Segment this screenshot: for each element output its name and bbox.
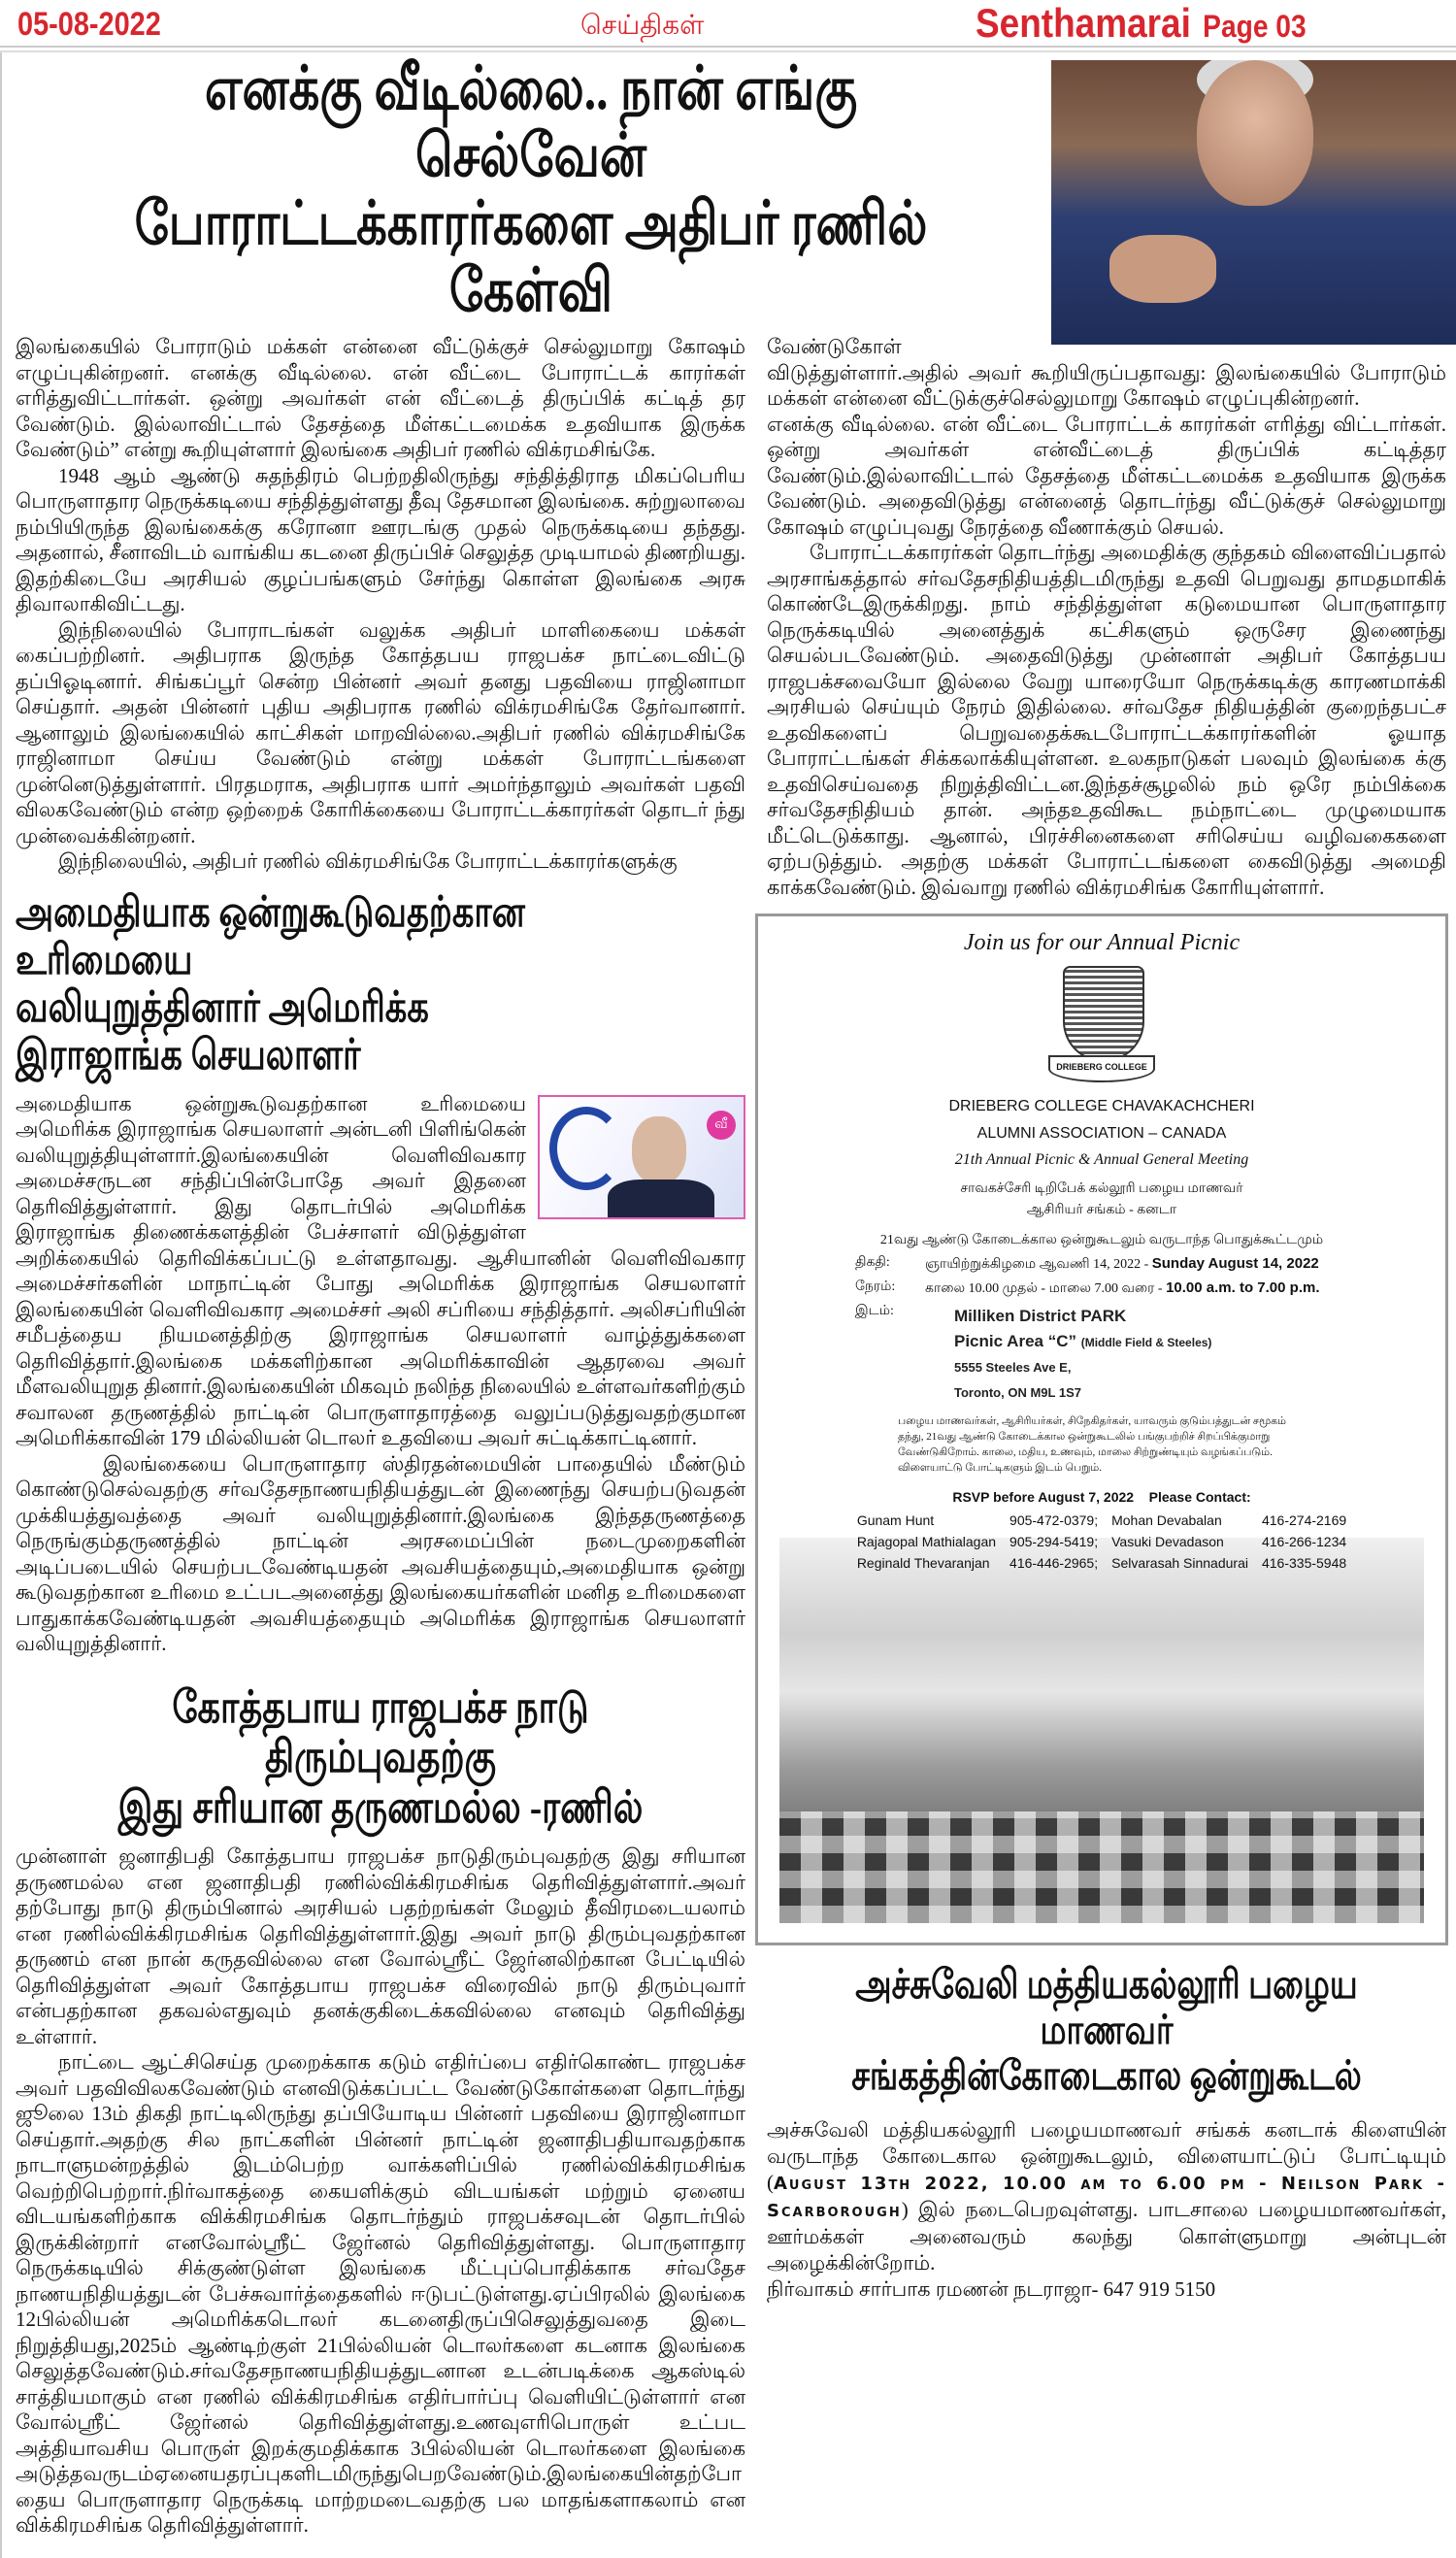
headline-line: அச்சுவேலி மத்தியகல்லூரி பழைய மாணவர் [855,1963,1358,2054]
left-column [16,334,745,2539]
event-date: திகதி: ஞாயிற்றுக்கிழமை ஆவணி 14, 2022 - Sunday August 14, 2022 [855,1255,1319,1272]
org-name-ta-2: ஆசிரியர் சங்கம் - கனடா [1026,1203,1177,1217]
contact-phone: 905-294-5419; [1009,1534,1099,1549]
contact-name: Reginald Thevaranjan [856,1555,990,1571]
article4-body [767,2117,1446,2303]
event-place [855,1304,1426,1406]
page-border-left [0,52,2,2558]
contact-phone: 416-446-2965; [1009,1555,1099,1571]
headline-line: எனக்கு வீடில்லை.. நான் எங்கு செல்வேன் [204,56,858,190]
contact-name: Rajagopal Mathialagan [856,1534,997,1549]
drieberg-college-crest [1063,966,1144,1062]
article1-right-column [767,334,1446,900]
event-venue: Milliken District PARK Picnic Area “C” (Middle Field & Steeles) 5555 Steeles Ave E, Toronto, ON M9L 1S7 [954,1307,1212,1400]
paragraph: நாட்டை ஆட்சிசெய்த முறைக்காக கடும் எதிர்ப்பை எதிர்கொண்ட ராஜபக்ச அவர் பதவிவிலகவேண்டும் எனவிடுக்கப்பட்ட வேண்டுகோள்களை தொடர்ந்து ஜூலை 13ம் திகதி நாட்டிலிருந்து தப்பியோடிய பின்னர் பதவியை இராஜினாமா செய்தார்.அதற்கு சில நாட்களின் பின்னர் நாட்டின் ஜனாதிபதியாவதற்காக நாடாளுமன்றத்தில் இடம்பெற்ற வாக்களிப்பில் ரணில்விக்கிரமசிங்க வெற்றிபெற்றார்.நிர்வாகத்தை கையளிக்கும் விடயங்கள் மற்றும் ஏனைய விடயங்களிற்காக விக்கிரமசிங்க தொடர்ந்தும் ராஜபக்சவுடன் தொடர்பில் இருக்கின்றார் எனவோல்ஸ்ரீட் ஜேர்னல் தெரிவித்துள்ளது. பொருளாதார நெருக்கடியில் சிக்குண்டுள்ள இலங்கை மீட்புப்பொதிக்காக சர்வதேச நாணயநிதியத்துடன் பேச்சுவார்த்தைகளில் ஈடுபட்டுள்ளது.ஏப்பிரலில் இலங்கை 12பில்லியன் அமெரிக்கடொலர் கடனைதிருப்பிசெலுத்துவதை இடை நிறுத்தியது,2025ம் ஆண்டிற்குள் 21பில்லியன் டொலர்களை கடனாக இலங்கை செலுத்தவேண்டும்.சர்வதேசநாணயநிதியத்துடனான உடன்படிக்கை ஆகஸ்டில் சாத்தியமாகும் என ரணில் விக்கிரமசிங்க எதிர்பார்ப்பு வெளியிட்டுள்ளார் என வோல்ஸ்ரீட் ஜேர்னல் தெரிவித்துள்ளது.உணவுஎரிபொருள் உட்பட அத்தியாவசிய பொருள் இறக்குமதிக்காக 3பில்லியன் டொலர்களை இலங்கை அடுத்தவருடம்ஏனையதரப்புகளிடமிருந்துபெறவேண்டும்.இலங்கையின்தற்போ தைய பொருளாதார நெருக்கடி மாற்றமடைவதற்கு பல மாதங்களாகலாம் என விக்கிரமசிங்க தெரிவித்துள்ளார். [16,2050,745,2538]
invite-text-ta: பழைய மாணவர்கள், ஆசிரியர்கள், சிநேகிதர்கள், யாவரும் குடும்பத்துடன் சமூகம் தந்து, 21வது ஆண்டு கோடைக்கால ஒன்றுகூடலில் பங்குபற்றிச் சிறப்பிக்குமாறு வேண்டுகிறோம். காலை, மதிய, உணவும், மாலை சிற்றுண்டியும் வழங்கப்படும். விளையாட்டு போட்டிகளும் இடம் பெறும். [898,1415,1287,1474]
article1-left-column [16,334,745,875]
article4-headline [767,1963,1446,2100]
paragraph: இலங்கையை பொருளாதார ஸ்திரதன்மையின் பாதையில் மீண்டும் கொண்டுசெல்வதற்கு சர்வதேசநாணயநிதியத்துடன் இணைந்து செயற்படுவதன் முக்கியத்துவத்தை அவர் வலியுறுத்தினார்.இலங்கை இந்ததருணத்தை நெருங்கும்தருணத்தில் நாட்டின் அரசமைப்பின் நடைமுறைகளின் அடிப்படையில் செயற்படவேண்டியதன் அவசியத்தையும்,அமைதியாக ஒன்று கூடுவதற்கான உரிமை உட்படஅனைத்து இலங்கையர்களின் மனித உரிமைகளை பாதுகாக்கவேண்டியதன் அவசியத்தையும் அமெரிக்க இராஜாங்க செயலாளர் வலியுறுத்தினார். [16,1451,745,1656]
event-title-en: 21th Annual Picnic & Annual General Meeting [954,1151,1249,1168]
org-name-ta: சாவகச்சேரி டிறிபேக் கல்லூரி பழைய மாணவர் [960,1181,1243,1196]
headline-line: கோத்தபாய ராஜபக்ச நாடு திரும்புவதற்கு [172,1681,589,1782]
article3-body [16,1844,745,2539]
org-name: DRIEBERG COLLEGE CHAVAKACHCHERI [948,1098,1255,1114]
headline-line: அமைதியாக ஒன்றுகூடுவதற்கான உரிமையை [16,887,525,983]
article2-headline [16,888,745,1080]
paragraph: இந்நிலையில், அதிபர் ரணில் விக்ரமசிங்கே போராட்டக்காரர்களுக்கு [58,849,678,873]
right-column [767,334,1446,2303]
headline-line: வலியுறுத்தினார் அமெரிக்க இராஜாங்க செயலாளர் [16,983,429,1080]
section-title: செய்திகள் [580,10,705,40]
paragraph: 1948 ஆம் ஆண்டு சுதந்திரம் பெற்றதிலிருந்து சந்தித்திராத மிகப்பெரிய பொருளாதார நெருக்கடியை சந்தித்துள்ளது தீவு தேசமான இலங்கை. சுற்றுலாவை நம்பியிருந்த இலங்கைக்கு கரோனா ஊரடங்கு முதல் நெருக்கடியை தந்தது. அதனால், சீனாவிடம் வாங்கிய கடனை திருப்பிச் செலுத்த முடியாமல் திணறியது. இதற்கிடையே அரசியல் குழப்பங்களும் சேர்ந்து கொள்ள இலங்கை அரசு திவாலாகிவிட்டது. [16,463,745,615]
headline-line: இது சரியான தருணமல்ல -ரணில் [117,1781,644,1832]
paragraph: இந்நிலையில் போராடங்கள் வலுக்க அதிபர் மாளிகையை மக்கள் கைப்பற்றினர். அதிபராக இருந்த கோத்தபய ராஜபக்ச நாட்டைவிட்டு தப்பிஓடினார். சிங்கப்பூர் சென்ற பின்னர் அவர் தனது பதவியை ராஜினாமா செய்தார். அதன் பின்னர் புதிய அதிபராக ரணில் விக்ரமசிங்கே தேர்வானார். ஆனாலும் இலங்கையில் காட்சிகள் மாறவில்லை.அதிபர் ரணில் விக்ரமசிங்கே ராஜினாமா செய்ய வேண்டும் என்று மக்கள் போராட்டங்களை முன்னெடுத்துள்ளார். பிரதமராக, அதிபராக யார் அமர்ந்தாலும் அவர்கள் பதவி விலகவேண்டும் என்ற ஒற்றைக் கோரிக்கையை போராட்டக்காரர்கள் தொடர் ந்து முன்வைக்கின்றனர். [16,617,746,847]
paragraph: இலங்கையில் போராடும் மக்கள் என்னை வீட்டுக்குச் செல்லுமாறு கோஷம் எழுப்புகின்றனர். எனக்கு வீடில்லை. என் வீட்டை போராட்டக் காரர்கள் எரித்துவிட்டார்கள். ஒன்று அவர்கள் என் வீட்டைத் திருப்பிக் கட்டித் தர வேண்டும். இல்லாவிட்டால் தேசத்தை மீள்கட்டமைக்க உதவியாக இருக்க வேண்டும்” என்று கூறியுள்ளார் இலங்கை அதிபர் ரணில் விக்ரமசிங்கே. [16,335,745,461]
event-title-ta: 21வது ஆண்டு கோடைக்கால ஒன்றுகூடலும் வருடாந்த பொதுக்கூட்டமும் [879,1233,1324,1247]
rsvp-text: RSVP before August 7, 2022 Please Contact: [952,1489,1251,1505]
article2-body [16,1091,745,1657]
picnic-advertisement [755,914,1448,1945]
article1-headline [16,56,1046,326]
contact-phone: 905-472-0379; [1009,1512,1099,1528]
contact-phone: 416-274-2169 [1261,1512,1347,1528]
paragraph: போராட்டக்காரர்கள் தொடர்ந்து அமைதிக்கு குந்தகம் விளைவிப்பதால் அரசாங்கத்தால் சர்வதேசநிதியத்திடமிருந்து உதவி பெறுவது தாமதமாகிக் கொண்டேஇருக்கிறது. நாம் சந்தித்துள்ள கடுமையான பொருளாதார நெருக்கடியில் அனைத்துக் கட்சிகளும் ஒருசேர இணைந்து செயல்படவேண்டும். அதைவிடுத்து முன்னாள் அதிபர் கோத்தபய ராஜபக்சவையோ இல்லை வேறு யாரையோ நெருக்கடிக்கு காரணமாக்கி அரசியல் செய்யும் நேரம் இதில்லை. சர்வதேச நிதியத்தின் குறைந்தபட்ச உதவிகளைப் பெறுவதைக்கூடபோராட்டக்காரர்களின் ஓயாத போராட்டங்கள் சிக்கலாக்கியுள்ளன. உலகநாடுகள் பலவும் இலங்கை க்கு உதவிசெய்வதை நிறுத்திவிட்டன.இந்தச்சூழலில் நம் ஒரே நம்பிக்கை சர்வதேசநிதியம் தான். அந்தஉதவிகூட நம்நாட்டை முழுமையாக மீட்டெடுக்காது. ஆனால், பிரச்சினைகளை சரிசெய்ய வழிவகைகளை ஏற்படுத்தும். அதற்கு மக்கள் போராட்டங்களை கைவிடுத்து அமைதி காக்கவேண்டும். இவ்வாறு ரணில் விக்ரமசிங்க கோரியுள்ளார். [767,541,1446,899]
masthead [976,0,1307,47]
contact-name: Vasuki Devadason [1111,1534,1224,1549]
org-name-2: ALUMNI ASSOCIATION – CANADA [976,1125,1227,1142]
header-divider [0,46,1456,48]
contact-line: நிர்வாகம் சார்பாக ரமணன் நடராஜா- 647 919 5150 [767,2277,1216,2302]
contact-name: Mohan Devabalan [1111,1512,1222,1528]
event-details: August 13th 2022, 10.00 am to 6.00 pm - Neilson Park - Scarborough [767,2174,1446,2222]
event-time: நேரம்: காலை 10.00 முதல் - மாலை 7.00 வரை - 10.00 a.m. to 7.00 p.m. [855,1279,1320,1296]
ad-title: Join us for our Annual Picnic [963,930,1241,955]
page-number: Page 03 [1203,9,1307,44]
contact-phone: 416-266-1234 [1261,1534,1347,1549]
watermark-badge: வீ [707,1111,736,1140]
contact-name: Gunam Hunt [856,1512,935,1528]
article1-right-narrow: வேண்டுகோள் விடுத்துள்ளார்.அதில் அவர் கூறியிருப்பதாவது: இலங்கையில் போராடும் மக்கள் என்னை வீட்டுக்குச்செல்லுமாறு கோஷம் எழுப்புகின்றனர். [767,335,1446,410]
paragraph: முன்னாள் ஜனாதிபதி கோத்தபாய ராஜபக்ச நாடுதிரும்புவதற்கு இது சரியான தருணமல்ல என ஜனாதிபதி ரணில்விக்கிரமசிங்க தெரிவித்துள்ளார்.அவர் தற்போது நாடு திரும்பினால் அரசியல் பதற்றங்கள் மேலும் தீவிரமடையலாம் என ரணில்விக்கிரமசிங்க தெரிவித்துள்ளார்.இது அவர் நாடு திரும்புவதற்கான தருணம் என நான் கருதவில்லை என வோல்ஸ்ரீட் ஜேர்னலிற்கான பேட்டியில் தெரிவித்துள்ள அவர் கோத்தபாய ராஜபக்ச விரைவில் நாடு திரும்புவார் என்பதற்கான தகவல்எதுவும் தனக்குகிடைக்கவில்லை எனவும் தெரிவித்து உள்ளார். [16,1844,745,2048]
headline-line: போராட்டக்காரர்களை அதிபர் ரணில் கேள்வி [134,190,928,325]
contact-name: Selvarasah Sinnadurai [1111,1555,1248,1571]
header-divider-2 [0,50,1456,52]
contact-phone: 416-335-5948 [1261,1555,1347,1571]
brand-name: Senthamarai [976,0,1191,46]
crest-text: DRIEBERG COLLEGE [1056,1062,1147,1072]
place-label: இடம்: [855,1304,894,1318]
antony-blinken-photo [538,1095,745,1219]
ranil-wickremesinghe-photo [1051,60,1456,345]
paragraph: அமைதியாக ஒன்றுகூடுவதற்கான உரிமையை அமெரிக்க இராஜாங்க செயலாளர் அன்டனி பிளிங்கென் வலியுறுத்தியுள்ளார்.இலங்கையின் வெளிவிவகார அமைச்சருடன சந்திப்பின்போதே அவர் இதனை தெரிவித்துள்ளார். இது தொடர்பில் அமெரிக்க இராஜாங்க திணைக்களத்தின் பேச்சாளர் விடுத்துள்ள அறிக்கையில் தெரிவிக்கப்பட்டு உள்ளதாவது. ஆசியானின் வெளிவிவகார அமைச்சர்களின் மாநாட்டின் போது அமெரிக்க இராஜாங்க செயலாளர் இலங்கையின் வெளிவிவகார அமைச்சர் அலி சப்ரியை சந்தித்தார். அலிசப்ரியின் சமீபத்தைய நியமனத்திற்கு இராஜாங்க செயலாளர் வாழ்த்துக்களை தெரிவித்தார்.இலங்கை மக்களிற்கான அமெரிக்காவின் ஆதரவை அவர் மீளவலியுறுத தினார்.இலங்கையின் மிகவும் நலிந்த நிலையில் உள்ளவர்களிற்கும் சவாலன தருணத்தில் நாட்டின் பொருளாதாரத்தை வலுப்படுத்துவதற்குமான அமெரிக்காவின் 179 மில்லியன் டொலர் உதவியை அவர் சுட்டிக்காட்டினார். [16,1091,745,1450]
paragraph: எனக்கு வீடில்லை. என் வீட்டை போராட்டக் காரர்கள் எரித்து விட்டார்கள். ஒன்று அவர்கள் என்வீட்டைத் திருப்பிக் கட்டித்தர வேண்டும்.இல்லாவிட்டால் தேசத்தை மீள்கட்டமைக்க உதவியாக இருக்க வேண்டும். அதைவிடுத்து என்னைத் தொடர்ந்து வீட்டுக்குச் செல்லுமாறு கோஷம் எழுப்புவது நேரத்தை வீணாக்கும் செயல். [767,412,1446,539]
headline-line: சங்கத்தின்கோடைகால ஒன்றுகூடல் [851,2054,1362,2100]
paragraph: அச்சுவேலி மத்தியகல்லூரி பழையமாணவர் சங்கக் கனடாக் கிளையின் வருடாந்த கோடைகால ஒன்றுகூடலும், விளையாட்டுப் போட்டியும் (August 13th 2022, 10.00 am to 6.00 pm - Neilson Park - Scarborough) இல் நடைபெறவுள்ளது. பாடசாலை பழையமாணவர்கள், ஊர்மக்கள் அனைவரும் கலந்து கொள்ளுமாறு அன்புடன் அழைக்கின்றோம். [767,2118,1446,2276]
issue-date: 05-08-2022 [17,6,161,43]
contact-list [778,1512,1426,1571]
article3-headline [16,1682,745,1833]
